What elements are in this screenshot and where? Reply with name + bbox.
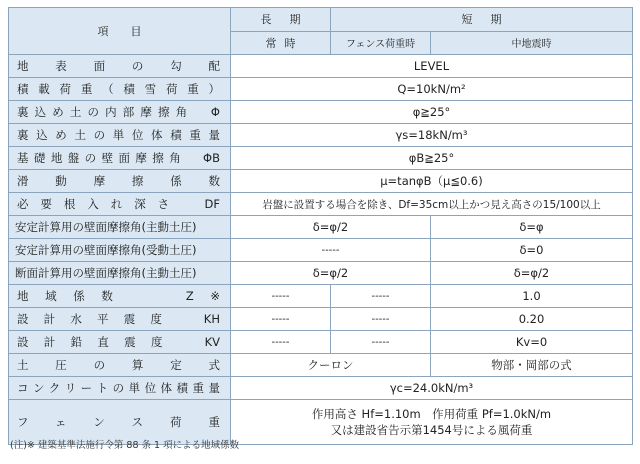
- table-row: [9, 170, 633, 193]
- table-row: [9, 193, 633, 216]
- row-value: φ≧25°: [231, 101, 633, 124]
- header-fence-load: フェンス荷重時: [331, 31, 431, 55]
- row-value: φB≧25°: [231, 147, 633, 170]
- row-value: μ=tanφB（μ≦0.6): [231, 170, 633, 193]
- row-value-normal: -----: [231, 308, 331, 331]
- table-row: [9, 147, 633, 170]
- row-label: 安定計算用の壁面摩擦角(主動土圧): [9, 216, 231, 239]
- row-label: 裏込め土の単位体積重量: [9, 124, 231, 147]
- row-label: 設計水平震度 KH: [9, 308, 231, 331]
- row-value-long: δ=φ/2: [231, 262, 431, 285]
- row-value: 岩盤に設置する場合を除き、Df=35cm以上かつ見え高さの15/100以上: [231, 193, 633, 216]
- row-value-fence: -----: [331, 331, 431, 354]
- fence-load-line-2: 又は建設省告示第1454号による風荷重: [330, 423, 533, 437]
- row-label: 滑動摩擦係数: [9, 170, 231, 193]
- row-label: 地表面の勾配: [9, 55, 231, 78]
- row-label: 必要根入れ深さ DF: [9, 193, 231, 216]
- row-label: 断面計算用の壁面摩擦角(主動土圧): [9, 262, 231, 285]
- footnote: (注)※ 建築基準法施行令第 88 条 1 項による地域係数: [10, 440, 240, 451]
- row-label: コンクリートの単位体積重量: [9, 377, 231, 400]
- row-value: LEVEL: [231, 55, 633, 78]
- row-value-short: δ=0: [431, 239, 633, 262]
- table-row: [9, 78, 633, 101]
- table-row: [9, 308, 633, 331]
- table-row: [9, 262, 633, 285]
- row-label: 土圧の算定式: [9, 354, 231, 377]
- row-value-short: δ=φ: [431, 216, 633, 239]
- row-label: 基礎地盤の壁面摩擦角 ΦB: [9, 147, 231, 170]
- header-row-top: [9, 8, 633, 32]
- header-short-term: 短期: [331, 8, 633, 32]
- row-value-short: δ=φ/2: [431, 262, 633, 285]
- row-value-long: δ=φ/2: [231, 216, 431, 239]
- header-long-term: 長期: [231, 8, 331, 32]
- row-label: 安定計算用の壁面摩擦角(受動土圧): [9, 239, 231, 262]
- table-row: [9, 101, 633, 124]
- row-value-fence: -----: [331, 285, 431, 308]
- row-value: [231, 400, 633, 445]
- table-row: [9, 124, 633, 147]
- row-value-earthquake: 0.20: [431, 308, 633, 331]
- design-conditions-table-wrapper: [8, 7, 632, 445]
- row-value-long: -----: [231, 239, 431, 262]
- row-label: 設計鉛直震度 KV: [9, 331, 231, 354]
- row-value-normal: -----: [231, 331, 331, 354]
- table-row: [9, 55, 633, 78]
- table-row: [9, 239, 633, 262]
- table-row: [9, 354, 633, 377]
- row-value-normal: -----: [231, 285, 331, 308]
- row-label: 地域係数 Z※: [9, 285, 231, 308]
- row-label: フェンス荷重: [9, 400, 231, 445]
- header-earthquake: 中地震時: [431, 31, 633, 55]
- row-value: γc=24.0kN/m³: [231, 377, 633, 400]
- row-value-earthquake: Kv=0: [431, 331, 633, 354]
- row-value-long: クーロン: [231, 354, 431, 377]
- design-conditions-table: [8, 7, 633, 445]
- row-label: 裏込め土の内部摩擦角 Φ: [9, 101, 231, 124]
- fence-load-line-1: 作用高さ Hf=1.10m 作用荷重 Pf=1.0kN/m: [311, 407, 552, 421]
- row-value: γs=18kN/m³: [231, 124, 633, 147]
- row-value-earthquake: 1.0: [431, 285, 633, 308]
- table-row: [9, 331, 633, 354]
- row-label: 積載荷重（積雪荷重）: [9, 78, 231, 101]
- header-item: 項目: [9, 8, 231, 55]
- row-value: Q=10kN/m²: [231, 78, 633, 101]
- table-row: [9, 377, 633, 400]
- table-row: [9, 285, 633, 308]
- row-value-fence: -----: [331, 308, 431, 331]
- header-normal: 常時: [231, 31, 331, 55]
- row-value-short: 物部・岡部の式: [431, 354, 633, 377]
- table-row: [9, 216, 633, 239]
